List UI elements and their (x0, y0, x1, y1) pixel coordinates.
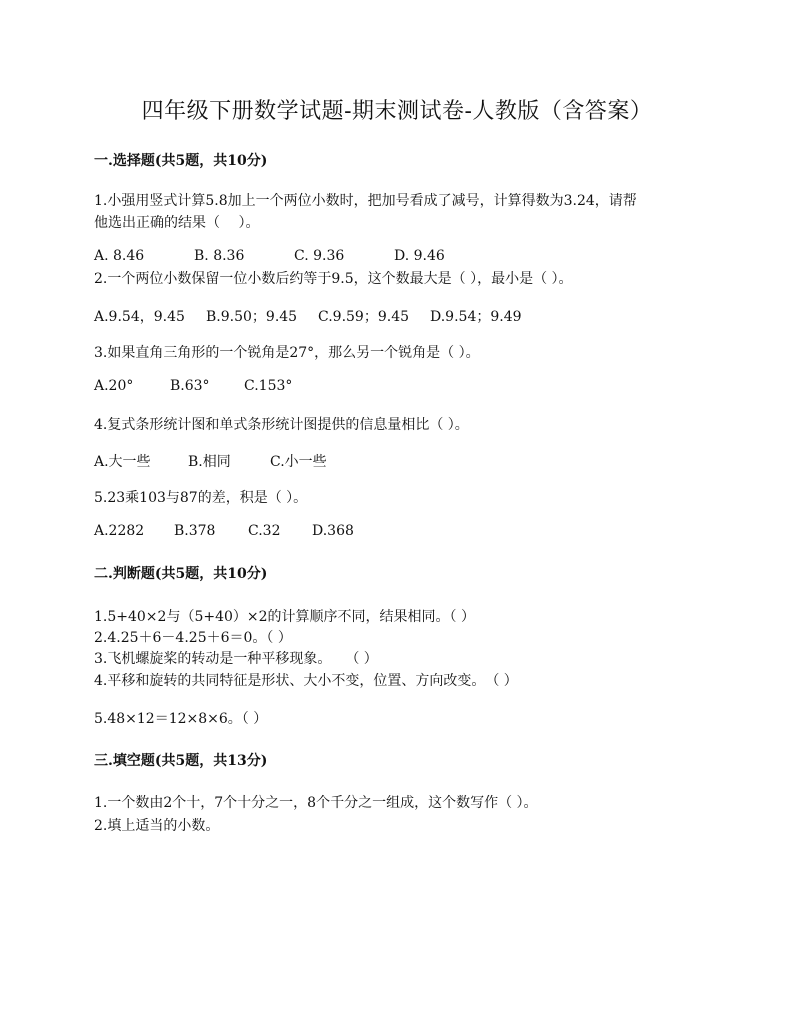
section-heading-choice: 一.选择题(共5题，共10分) (94, 153, 268, 169)
question-text: 1.5+40×2与（5+40）×2的计算顺序不同，结果相同。（ ） (94, 609, 475, 625)
section-heading-judgement: 二.判断题(共5题，共10分) (94, 566, 268, 582)
option-c: C. 9.36 (294, 248, 345, 264)
option-c: C.153° (244, 378, 293, 394)
question-text: 2.4.25＋6－4.25＋6＝0。（ ） (94, 630, 292, 646)
question-text: 1.小强用竖式计算5.8加上一个两位小数时，把加号看成了减号，计算得数为3.24，请帮 (94, 193, 637, 209)
question-text: 5.23乘103与87的差，积是（ ）。 (94, 490, 308, 506)
option-b: B. 8.36 (194, 248, 245, 264)
option-d: D.9.54；9.49 (430, 309, 522, 325)
option-b: B.378 (174, 523, 216, 539)
question-text: 2.一个两位小数保留一位小数后约等于9.5，这个数最大是（ ），最小是（ ）。 (94, 271, 573, 287)
question-text: 他选出正确的结果（ ）。 (94, 215, 260, 231)
option-a: A.大一些 (94, 454, 151, 470)
question-text: 4.复式条形统计图和单式条形统计图提供的信息量相比（ ）。 (94, 417, 469, 433)
answer-options (94, 523, 354, 539)
question-text: 4.平移和旋转的共同特征是形状、大小不变，位置、方向改变。 （ ） (94, 673, 518, 689)
option-b: B.9.50；9.45 (206, 309, 298, 325)
answer-options (94, 451, 327, 471)
option-c: C.小一些 (270, 454, 327, 470)
question-text: 5.48×12＝12×8×6。（ ） (94, 711, 268, 727)
option-a: A.9.54，9.45 (94, 309, 185, 325)
answer-options (94, 378, 292, 394)
option-d: D. 9.46 (394, 248, 445, 264)
option-b: B.63° (170, 378, 210, 394)
page-title: 四年级下册数学试题-期末测试卷-人教版（含答案） (141, 99, 653, 124)
option-c: C.9.59；9.45 (318, 309, 410, 325)
question-text: 3.飞机螺旋桨的转动是一种平移现象。 （ ） (94, 651, 378, 667)
option-d: D.368 (312, 523, 354, 539)
answer-options (94, 248, 445, 264)
option-a: A. 8.46 (94, 248, 145, 264)
section-heading-fill-blank: 三.填空题(共5题，共13分) (94, 753, 268, 769)
option-a: A.2282 (94, 523, 145, 539)
question-text: 1.一个数由2个十，7个十分之一，8个千分之一组成，这个数写作（ ）。 (94, 795, 538, 811)
option-c: C.32 (248, 523, 281, 539)
question-text: 3.如果直角三角形的一个锐角是27°，那么另一个锐角是（ ）。 (94, 345, 480, 361)
answer-options (94, 306, 522, 326)
option-a: A.20° (94, 378, 134, 394)
question-text: 2.填上适当的小数。 (94, 818, 220, 834)
option-b: B.相同 (188, 454, 231, 470)
